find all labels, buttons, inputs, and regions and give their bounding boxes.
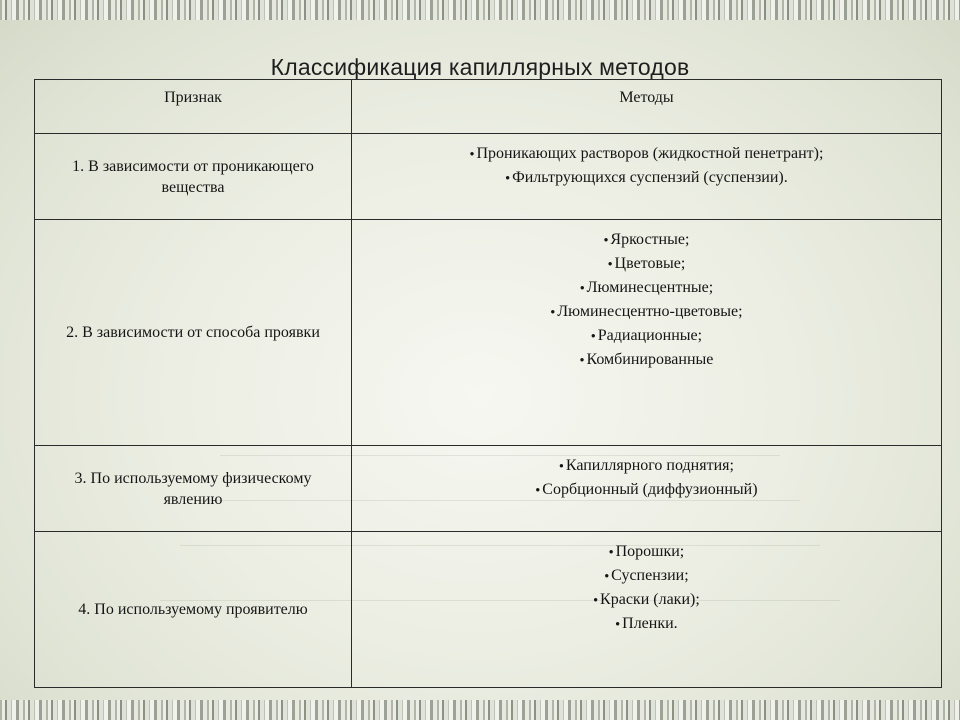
list-item: ● Яркостные;: [352, 228, 941, 252]
table-row: [35, 220, 942, 446]
list-item: ● Проникающих растворов (жидкостной пенетрант);: [352, 142, 941, 166]
table-header-row: [35, 80, 942, 134]
classification-table: [34, 79, 942, 688]
list-item: ● Цветовые;: [352, 252, 941, 276]
bottom-decorative-stripe: [0, 700, 960, 720]
methods-cell: [352, 446, 942, 532]
criterion-cell: 1. В зависимости от проникающего вещества: [35, 134, 352, 220]
list-item: ● Пленки.: [352, 612, 941, 636]
list-item: ● Комбинированные: [352, 348, 941, 372]
criterion-cell: 2. В зависимости от способа проявки: [35, 220, 352, 446]
list-item: ● Краски (лаки);: [352, 588, 941, 612]
methods-list: [352, 454, 941, 502]
table-row: [35, 532, 942, 688]
list-item: ● Порошки;: [352, 540, 941, 564]
table-row: [35, 134, 942, 220]
list-item: ● Радиационные;: [352, 324, 941, 348]
header-methods: Методы: [352, 80, 942, 134]
list-item: ● Капиллярного поднятия;: [352, 454, 941, 478]
methods-list: [352, 540, 941, 636]
list-item: ● Сорбционный (диффузионный): [352, 478, 941, 502]
methods-list: [352, 142, 941, 190]
list-item: ● Люминесцентно-цветовые;: [352, 300, 941, 324]
criterion-cell: 4. По используемому проявителю: [35, 532, 352, 688]
top-decorative-stripe: [0, 0, 960, 20]
header-criterion: Признак: [35, 80, 352, 134]
list-item: ● Суспензии;: [352, 564, 941, 588]
methods-cell: [352, 134, 942, 220]
methods-list: [352, 228, 941, 372]
methods-cell: [352, 220, 942, 446]
criterion-cell: 3. По используемому физическому явлению: [35, 446, 352, 532]
list-item: ● Фильтрующихся суспензий (суспензии).: [352, 166, 941, 190]
slide-title: Классификация капиллярных методов: [270, 54, 690, 80]
methods-cell: [352, 532, 942, 688]
list-item: ● Люминесцентные;: [352, 276, 941, 300]
table-row: [35, 446, 942, 532]
